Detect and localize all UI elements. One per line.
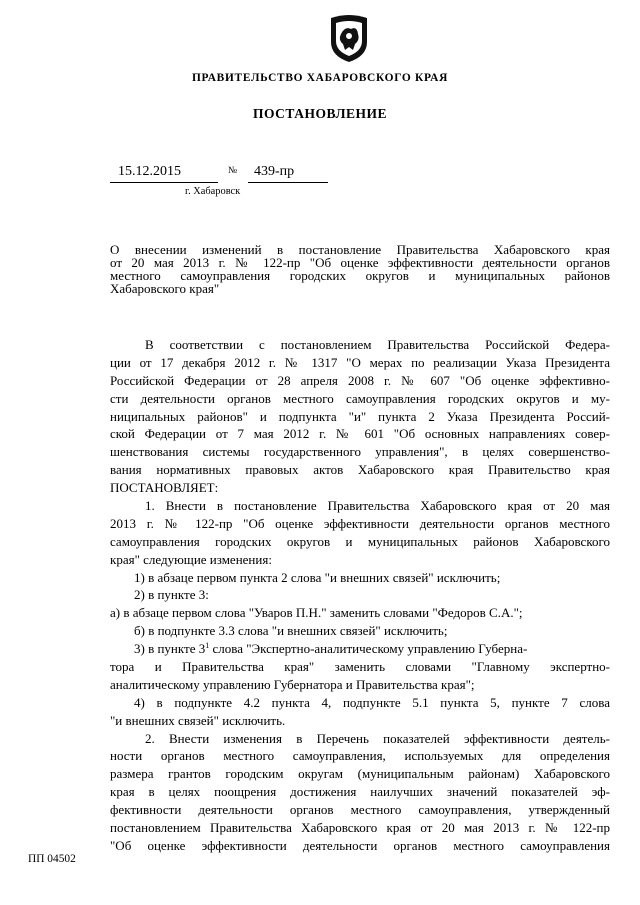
subject-line: от 20 мая 2013 г. № 122-пр "Об оценке эффективности деятельности органов [110,255,610,270]
city-label: г. Хабаровск [185,186,241,197]
body-line: вания нормативных правовых актов Хабаровского края Правительство края [110,462,610,478]
body-line: шенствования системы государственного управления", в целях совершенство- [110,444,610,460]
body-line: В соответствии с постановлением Правительства Российской Федера- [145,337,610,352]
body-line-start: 3) в пункте 3 [134,641,206,657]
body-line: самоуправления городских округов и муниципальных районов Хабаровского [110,533,610,549]
body-line: б) в подпункте 3.3 слова "и внешних связей" исключить; [134,623,448,639]
body-line: постановлением Правительства Хабаровского края от 20 мая 2013 г. № 122-пр [110,820,610,836]
body-line: 2) в пункте 3: [134,587,209,603]
decree-number: 439-пр [254,164,295,179]
superscript-mark: 1 [205,641,210,651]
body-line: ПОСТАНОВЛЯЕТ: [110,480,219,496]
coat-of-arms-emblem [327,14,371,64]
number-sign: № [228,166,238,176]
body-line: 1. Внести в постановление Правительства Хабаровского края от 20 мая [145,498,610,514]
body-line: фективности деятельности органов местного самоуправления, утвержденный [110,802,610,818]
body-line: ниципальных районов" и подпункта "и" пункта 2 Указа Президента Россий- [110,408,610,424]
subject-line: Хабаровского края" [110,281,220,296]
body-line: 4) в подпункте 4.2 пункта 4, подпункте 5.1 пункта 5, пункте 7 слова [134,694,610,710]
document-type: ПОСТАНОВЛЕНИЕ [252,106,388,121]
date-underline [110,182,218,183]
subject-line: местного самоуправления городских округов и муниципальных районов [110,268,610,283]
decree-date: 15.12.2015 [118,164,181,179]
body-line: ности органов местного самоуправления, используемых для определения [110,748,610,764]
subject-line: О внесении изменений в постановление Правительства Хабаровского края [110,242,610,257]
number-underline [248,182,328,183]
body-line: ции от 17 декабря 2012 г. № 1317 "О мерах по реализации Указа Президента [110,354,610,370]
body-line: размера грантов городским округам (муниципальным районам) Хабаровского [110,766,610,782]
body-line: Российской Федерации от 28 апреля 2008 г. № 607 "Об оценке эффективно- [110,372,610,388]
document-code: ПП 04502 [28,853,76,865]
body-line: "Об оценке эффективности деятельности органов местного самоуправления [110,837,610,853]
decree-body [110,336,610,855]
body-line-end: слова "Экспертно-аналитическому управлению Губерна- [209,641,528,657]
body-line: а) в абзаце первом слова "Уваров П.Н." заменить словами "Федоров С.А."; [110,605,523,621]
body-line: края в целях поощрения достижения наилучших значений показателей эф- [110,784,610,800]
body-line [110,640,610,658]
body-line: тора и Правительства края" заменить словами "Главному экспертно- [110,659,610,675]
body-line: аналитическому управлению Губернатора и Правительства края"; [110,676,475,692]
body-line: 2013 г. № 122-пр "Об оценке эффективности деятельности органов местного [110,515,610,531]
government-title: ПРАВИТЕЛЬСТВО ХАБАРОВСКОГО КРАЯ [192,72,448,84]
date-number-row [110,164,340,184]
decree-subject [110,243,610,295]
body-line: сти деятельности органов местного самоуправления городских округов и му- [110,390,610,406]
body-line: 1) в абзаце первом пункта 2 слова "и внешних связей" исключить; [134,569,501,585]
body-line: 2. Внести изменения в Перечень показателей эффективности деятель- [145,730,610,746]
body-line: края" следующие изменения: [110,551,272,567]
body-line: ской Федерации от 7 мая 2012 г. № 601 "Об основных направлениях совер- [110,426,610,442]
body-line: "и внешних связей" исключить. [110,712,286,728]
